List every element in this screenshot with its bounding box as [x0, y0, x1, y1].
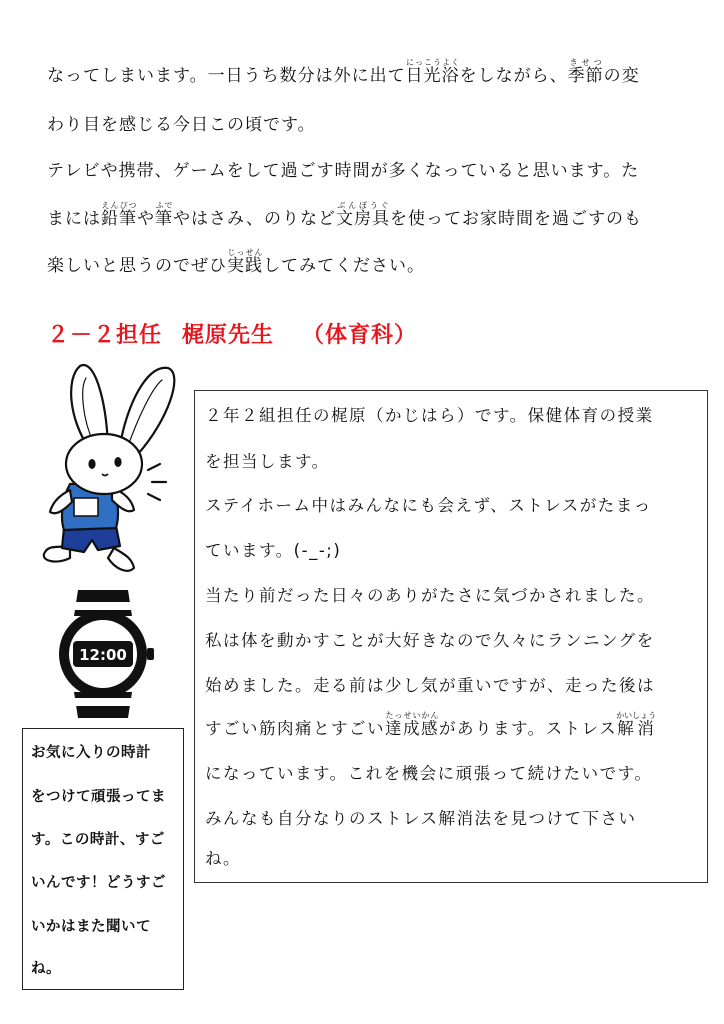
watch-caption-box	[22, 728, 184, 990]
intro-text: の変	[603, 66, 640, 86]
intro-text: や	[137, 209, 155, 229]
ruby-word: 筆ふで	[155, 201, 173, 229]
class-label: ２－２担任	[47, 323, 163, 348]
ruby-word: 実践じっせん	[227, 248, 263, 276]
subject-label: （体育科）	[302, 323, 418, 348]
caption-line-3: す。この時計、すご	[31, 832, 165, 848]
message-line-7: 始めました。走る前は少し気が重いですが、走った後は	[205, 676, 655, 695]
ruby-word: 文房具ぶんぼうぐ	[336, 201, 391, 229]
message-line-1: ２年２組担任の梶原（かじはら）です。保健体育の授業	[205, 406, 654, 425]
teacher-message-box	[194, 390, 708, 883]
message-text: すごい筋肉痛とすごい	[205, 719, 385, 738]
intro-text: 楽しいと思うのでぜひ	[47, 256, 227, 276]
intro-text: まには	[47, 209, 101, 229]
intro-text: してみてください。	[263, 256, 425, 276]
message-line-5: 当たり前だった日々のありがたさに気づかされました。	[205, 586, 655, 605]
intro-text: やはさみ、のりなど	[173, 209, 337, 229]
message-line-10: みんなも自分なりのストレス解消法を見つけて下さい	[205, 809, 637, 828]
intro-text: なってしまいます。一日うち数分は外に出て	[47, 66, 406, 86]
ruby-word: 解消かいしょう	[616, 711, 657, 738]
ruby-word: 鉛筆えんぴつ	[101, 201, 137, 229]
intro-line-3: テレビや携帯、ゲームをして過ごす時間が多くなっていると思います。た	[47, 161, 640, 181]
intro-line-1	[47, 58, 640, 86]
message-line-4: ています。(-_-;)	[205, 541, 342, 560]
teacher-name: 梶原先生	[182, 323, 275, 348]
caption-line-2: をつけて頑張ってま	[31, 789, 166, 805]
intro-text: をしながら、	[459, 66, 568, 86]
watch-time: 12:00	[79, 646, 127, 664]
message-line-2: を担当します。	[205, 452, 330, 471]
ruby-word: 日光浴にっこうよく	[405, 58, 460, 86]
wristwatch-icon	[50, 588, 156, 720]
caption-line-1: お気に入りの時計	[31, 745, 151, 761]
message-line-3: ステイホーム中はみんなにも会えず、ストレスがたまっ	[205, 496, 652, 515]
ruby-word: 達成感たっせいかん	[385, 711, 439, 738]
section-heading	[47, 318, 439, 349]
message-line-11: ね。	[205, 849, 241, 868]
message-line-9: になっています。これを機会に頑張って続けたいです。	[205, 764, 653, 783]
running-rabbit-icon	[28, 358, 188, 578]
caption-line-5: いかはまた聞いて	[31, 919, 151, 935]
message-text: があります。ストレス	[439, 719, 618, 738]
intro-line-5	[47, 248, 425, 276]
caption-line-6: ね。	[31, 961, 61, 977]
caption-line-4: いんです！どうすご	[31, 875, 166, 891]
message-line-8	[205, 711, 656, 739]
intro-line-2: わり目を感じる今日この頃です。	[47, 115, 316, 135]
message-line-6: 私は体を動かすことが大好きなので久々にランニングを	[205, 631, 655, 650]
intro-text: を使ってお家時間を過ごすのも	[390, 209, 643, 229]
intro-line-4	[47, 201, 642, 229]
ruby-word: 季節きせつ	[567, 58, 604, 86]
